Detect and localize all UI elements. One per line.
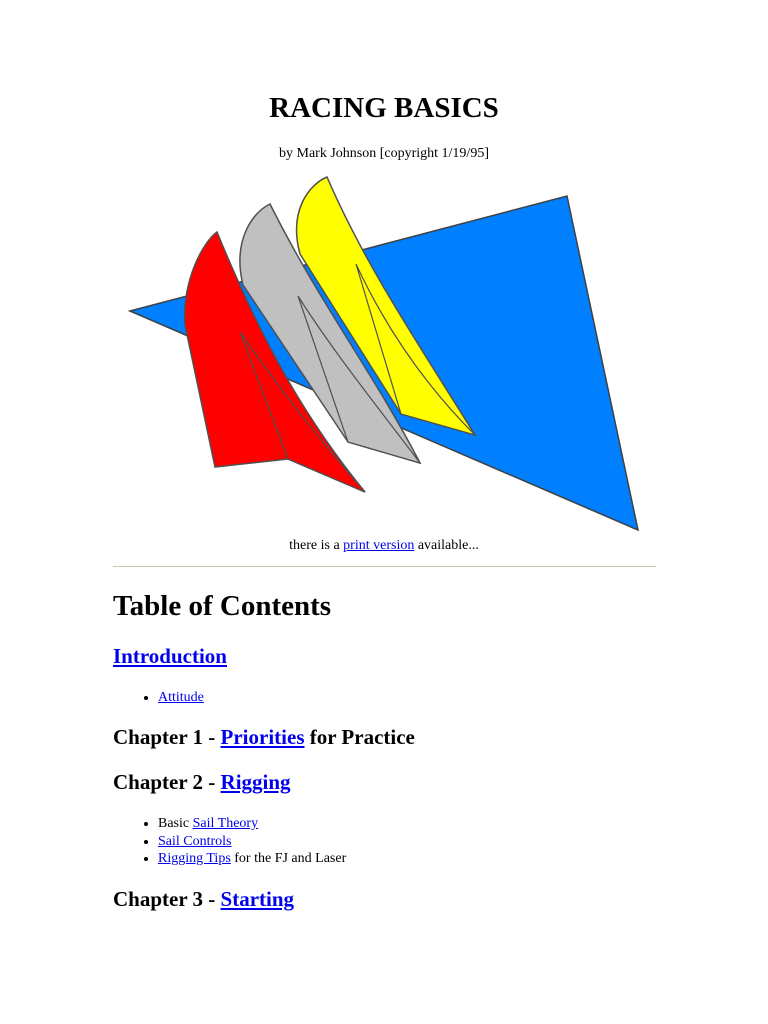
print-version-link[interactable]: print version bbox=[343, 538, 415, 553]
list-item bbox=[158, 815, 346, 833]
chapter-3-heading bbox=[113, 887, 294, 912]
print-note-prefix: there is a bbox=[289, 538, 344, 553]
sail-controls-link[interactable]: Sail Controls bbox=[158, 833, 232, 849]
priorities-link[interactable]: Priorities bbox=[220, 725, 305, 749]
chapter-3-prefix: Chapter 3 - bbox=[113, 887, 221, 911]
item-suffix: for the FJ and Laser bbox=[230, 851, 347, 866]
starting-link[interactable]: Starting bbox=[220, 887, 295, 911]
rigging-link[interactable]: Rigging bbox=[220, 770, 291, 794]
sails-illustration bbox=[120, 170, 650, 540]
sail-theory-link[interactable]: Sail Theory bbox=[192, 816, 259, 831]
chapter-1-heading bbox=[113, 725, 415, 750]
chapter-2-list bbox=[113, 815, 346, 868]
horizontal-rule bbox=[113, 566, 656, 567]
list-item bbox=[158, 833, 346, 851]
print-note-suffix: available... bbox=[414, 538, 479, 553]
rigging-tips-link[interactable]: Rigging Tips bbox=[158, 851, 231, 866]
print-version-note bbox=[0, 538, 768, 554]
list-item bbox=[158, 689, 204, 707]
item-prefix: Basic bbox=[158, 816, 193, 831]
introduction-heading bbox=[113, 644, 227, 669]
chapter-2-heading bbox=[113, 770, 291, 795]
chapter-1-prefix: Chapter 1 - bbox=[113, 725, 221, 749]
introduction-list bbox=[113, 689, 204, 707]
page-title: RACING BASICS bbox=[269, 92, 499, 124]
toc-heading: Table of Contents bbox=[113, 590, 332, 622]
chapter-1-suffix: for Practice bbox=[304, 725, 415, 749]
list-item bbox=[158, 850, 346, 868]
introduction-link[interactable]: Introduction bbox=[113, 644, 227, 668]
chapter-2-prefix: Chapter 2 - bbox=[113, 770, 221, 794]
byline: by Mark Johnson [copyright 1/19/95] bbox=[279, 146, 489, 161]
attitude-link[interactable]: Attitude bbox=[158, 690, 204, 705]
